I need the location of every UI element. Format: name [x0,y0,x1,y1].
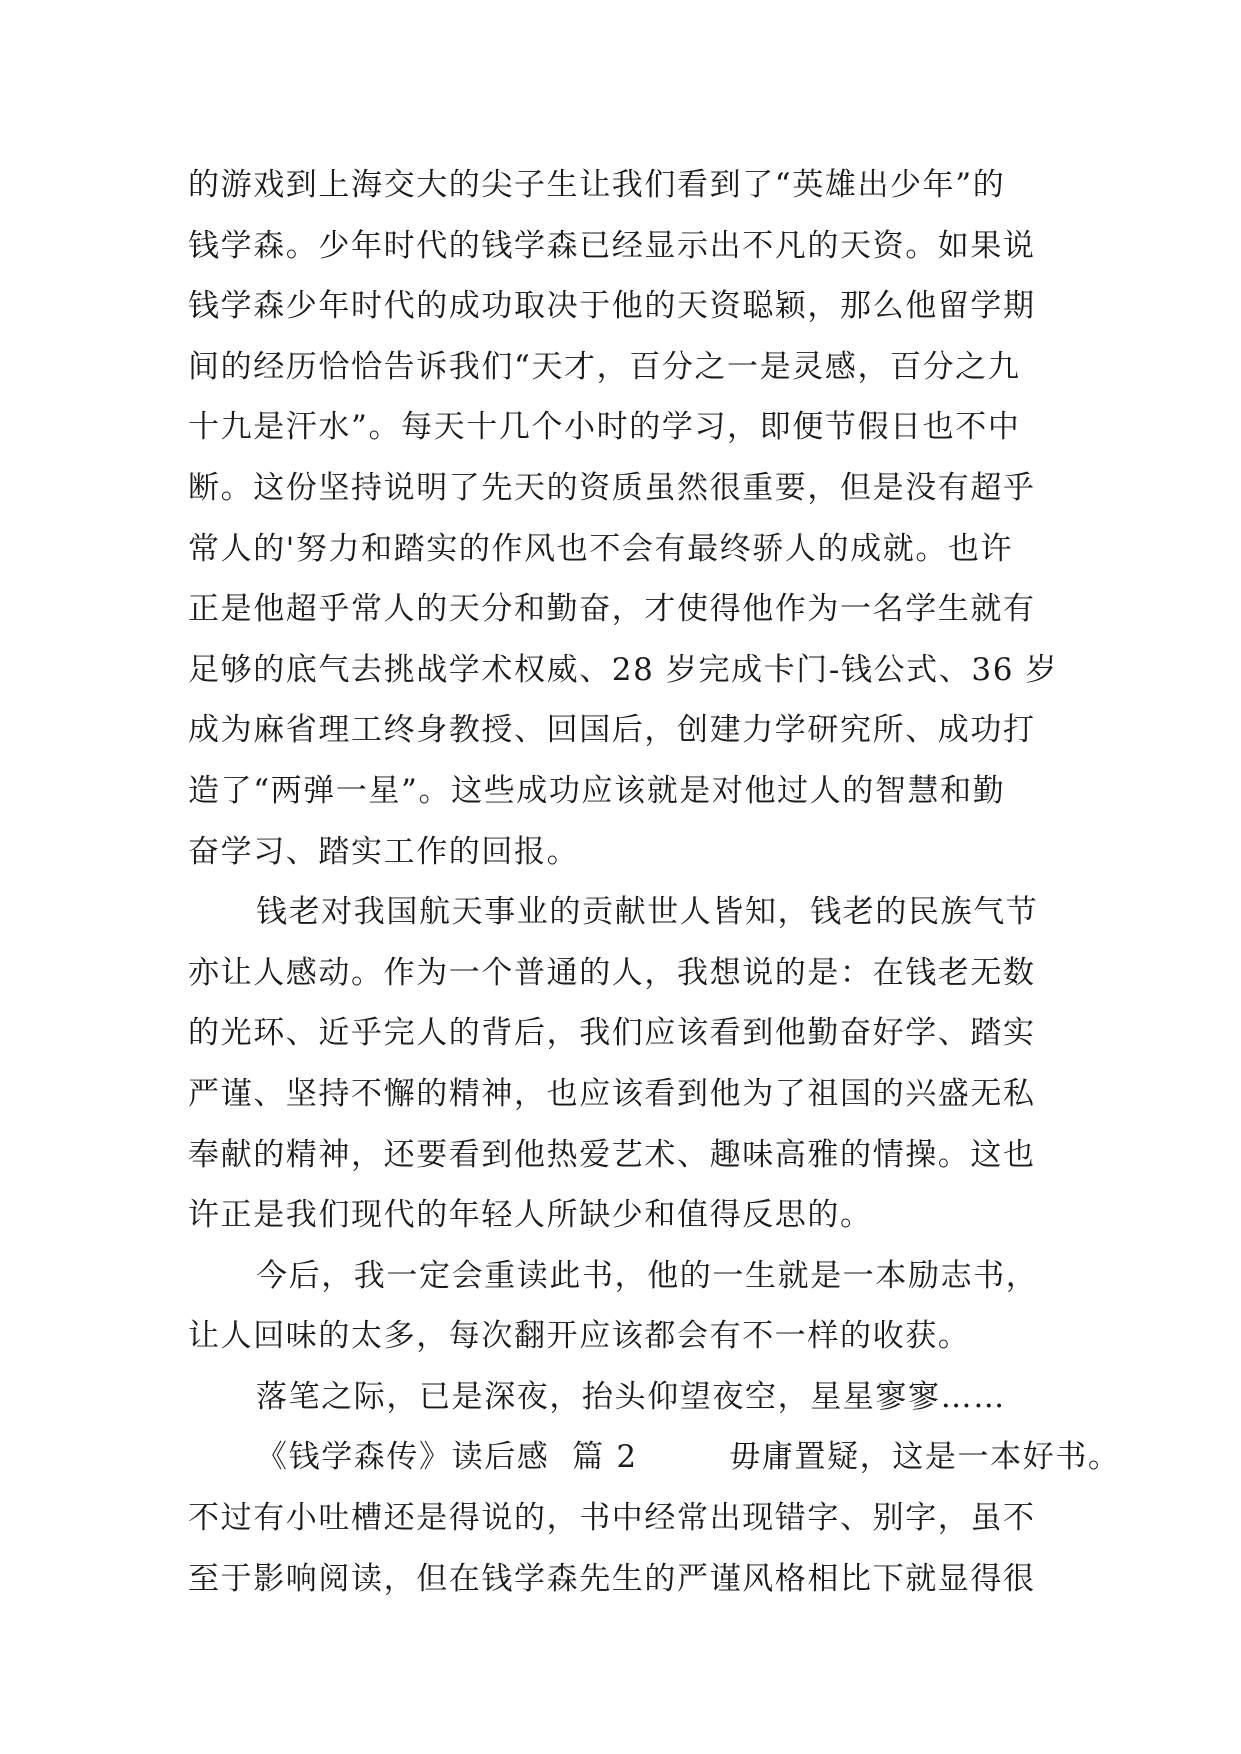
text-line: 严谨、坚持不懈的精神，也应该看到他为了祖国的兴盛无私 [188,1075,1036,1112]
text-line: 的光环、近乎完人的背后，我们应该看到他勤奋好学、踏实 [188,1015,1036,1052]
paragraph-start-line: 今后，我一定会重读此书，他的一生就是一本励志书， [256,1257,1039,1294]
section-heading-line: 《钱学森传》读后感 篇 2 毋庸置疑，这是一本好书。 [256,1439,1121,1476]
paragraph-start-line: 钱老对我国航天事业的贡献世人皆知，钱老的民族气节 [256,894,1039,931]
text-line: 不过有小吐槽还是得说的，书中经常出现错字、别字，虽不 [188,1500,1036,1537]
text-line: 奋学习、踏实工作的回报。 [188,833,580,870]
text-line: 的游戏到上海交大的尖子生让我们看到了“英雄出少年”的 [188,167,1006,203]
text-line: 常人的'努力和踏实的作风也不会有最终骄人的成就。也许 [188,530,1014,567]
text-line: 足够的底气去挑战学术权威、28 岁完成卡门-钱公式、36 岁 [188,651,1059,688]
text-line: 造了“两弹一星”。这些成功应该就是对他过人的智慧和勤 [188,772,1006,809]
text-line: 奉献的精神，还要看到他热爱艺术、趣味高雅的情操。这也 [188,1136,1036,1173]
paragraph-start-line: 落笔之际，已是深夜，抬头仰望夜空，星星寥寥…… [256,1378,1006,1415]
text-line: 十九是汗水”。每天十几个小时的学习，即便节假日也不中 [188,409,1021,446]
text-line: 正是他超乎常人的天分和勤奋，才使得他作为一名学生就有 [188,591,1036,628]
text-line: 至于影响阅读，但在钱学森先生的严谨风格相比下就显得很 [188,1560,1036,1597]
text-line: 间的经历恰恰告诉我们“天才，百分之一是灵感，百分之九 [188,348,1021,385]
body-text [188,155,1121,1609]
text-line: 钱学森少年时代的成功取决于他的天资聪颖，那么他留学期 [188,288,1036,325]
text-line: 成为麻省理工终身教授、回国后，创建力学研究所、成功打 [188,712,1036,749]
text-line: 让人回味的太多，每次翻开应该都会有不一样的收获。 [188,1318,971,1355]
text-line: 许正是我们现代的年轻人所缺少和值得反思的。 [188,1197,873,1234]
text-line: 断。这份坚持说明了先天的资质虽然很重要，但是没有超乎 [188,469,1036,506]
text-line: 亦让人感动。作为一个普通的人，我想说的是：在钱老无数 [188,954,1036,991]
text-line: 钱学森。少年时代的钱学森已经显示出不凡的天资。如果说 [188,227,1036,264]
